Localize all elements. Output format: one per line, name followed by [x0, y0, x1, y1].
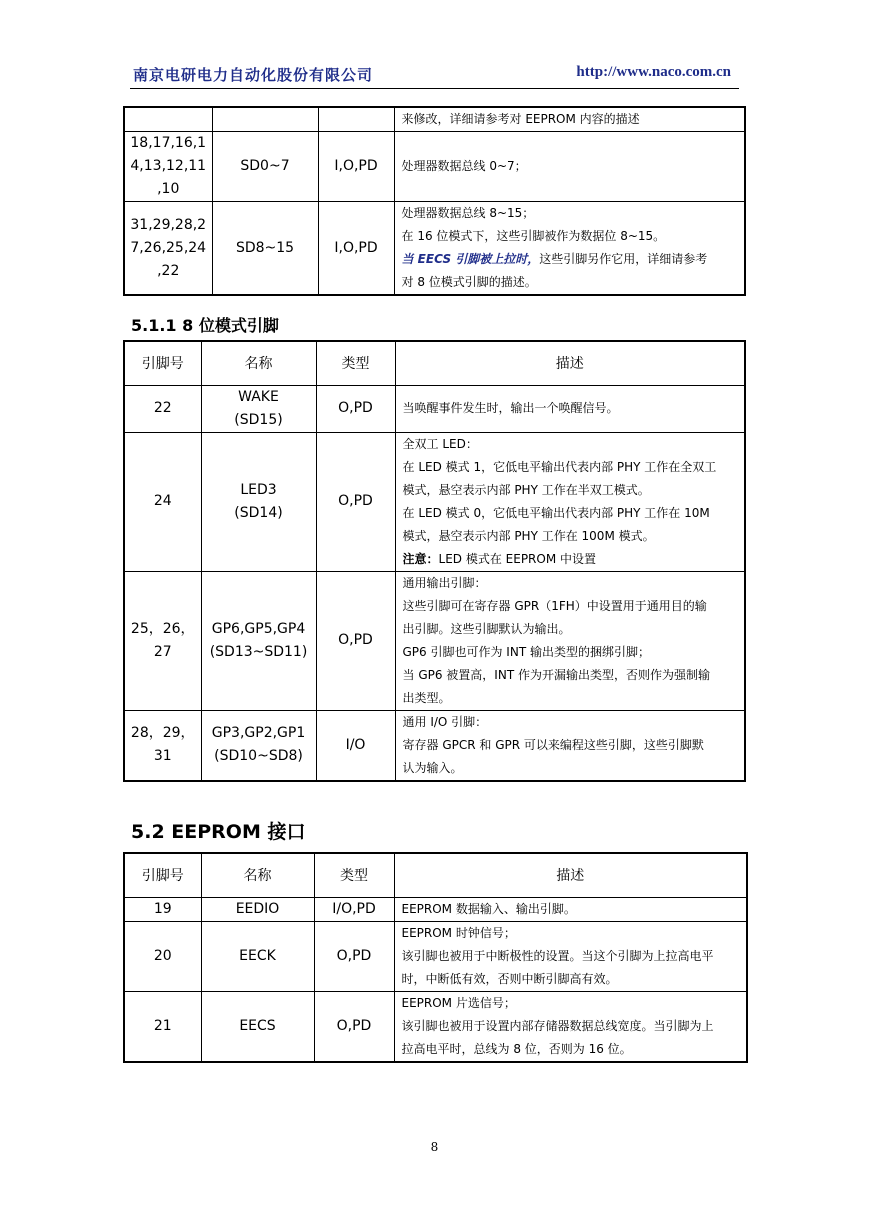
- pin-cell: 22: [124, 385, 201, 432]
- header-pin: 引脚号: [124, 341, 201, 385]
- type-cell: I/O: [316, 710, 395, 781]
- table-row: [124, 385, 745, 432]
- type-cell: I,O,PD: [318, 202, 394, 296]
- eecs-pullup-emphasis: 当 EECS 引脚被上拉时，: [401, 252, 540, 266]
- pin-cell: 24: [124, 432, 201, 571]
- type-cell: I/O,PD: [314, 897, 394, 921]
- name-cell: EECK: [201, 921, 314, 991]
- type-cell: O,PD: [316, 432, 395, 571]
- desc-cell: 来修改，详细请参考对 EEPROM 内容的描述: [394, 107, 745, 132]
- pin-cell: 20: [124, 921, 201, 991]
- header-name: 名称: [201, 341, 316, 385]
- desc-cell: 通用输出引脚： 这些引脚可在寄存器 GPR（1FH）中设置用于通用目的输 出引脚。这些引脚默认为输出。 GP6 引脚也可作为 INT 输出类型的捆绑引脚； 当 GP6 被置高，INT 作为开漏输出类型，否则作为强制输 出类型。: [395, 571, 745, 710]
- name-cell: EECS: [201, 991, 314, 1062]
- name-cell: WAKE (SD15): [201, 385, 316, 432]
- table-row: [124, 107, 745, 132]
- name-cell: SD0~7: [212, 132, 318, 202]
- desc-cell: 通用 I/O 引脚： 寄存器 GPCR 和 GPR 可以来编程这些引脚，这些引脚默 认为输入。: [395, 710, 745, 781]
- type-cell: O,PD: [314, 991, 394, 1062]
- pin-cell: 28，29， 31: [124, 710, 201, 781]
- company-url: http://www.naco.com.cn: [576, 64, 731, 80]
- header-type: 类型: [316, 341, 395, 385]
- desc-cell: EEPROM 片选信号； 该引脚也被用于设置内部存储器数据总线宽度。当引脚为上 拉高电平时，总线为 8 位，否则为 16 位。: [394, 991, 747, 1062]
- header-type: 类型: [314, 853, 394, 897]
- desc-cell: 当唤醒事件发生时，输出一个唤醒信号。: [395, 385, 745, 432]
- section-title-8bit-pins: 5.1.1 8 位模式引脚: [131, 316, 279, 335]
- table-row: [124, 921, 747, 991]
- type-cell: O,PD: [316, 385, 395, 432]
- desc-cell: EEPROM 数据输入、输出引脚。: [394, 897, 747, 921]
- type-cell: O,PD: [316, 571, 395, 710]
- desc-cell: EEPROM 时钟信号； 该引脚也被用于中断极性的设置。当这个引脚为上拉高电平 时，中断低有效，否则中断引脚高有效。: [394, 921, 747, 991]
- table-row: [124, 202, 745, 296]
- header-pin: 引脚号: [124, 853, 201, 897]
- eeprom-pin-table: [123, 852, 748, 1063]
- type-cell: [318, 107, 394, 132]
- table-row: [124, 432, 745, 571]
- pin-cell: 31,29,28,2 7,26,25,24 ,22: [124, 202, 212, 296]
- table-header-row: [124, 853, 747, 897]
- section-title-eeprom-interface: 5.2 EEPROM 接口: [131, 821, 306, 843]
- continued-pin-table: [123, 106, 746, 296]
- name-cell: GP3,GP2,GP1 (SD10~SD8): [201, 710, 316, 781]
- name-cell: [212, 107, 318, 132]
- type-cell: I,O,PD: [318, 132, 394, 202]
- pin-cell: [124, 107, 212, 132]
- header-desc: 描述: [395, 341, 745, 385]
- company-name: 南京电研电力自动化股份有限公司: [133, 66, 374, 84]
- pin-cell: 18,17,16,1 4,13,12,11 ,10: [124, 132, 212, 202]
- header-desc: 描述: [394, 853, 747, 897]
- page-header: [130, 62, 739, 89]
- table-row: [124, 710, 745, 781]
- name-cell: SD8~15: [212, 202, 318, 296]
- name-cell: EEDIO: [201, 897, 314, 921]
- desc-cell: 全双工 LED： 在 LED 模式 1，它低电平输出代表内部 PHY 工作在全双工 模式，悬空表示内部 PHY 工作在半双工模式。 在 LED 模式 0，它低电平输出代表内部 PHY 工作在 10M 模式，悬空表示内部 PHY 工作在 100M 模式。 注意：LED 模式在 EEPROM 中设置: [395, 432, 745, 571]
- type-cell: O,PD: [314, 921, 394, 991]
- table-header-row: [124, 341, 745, 385]
- page-number: 8: [430, 1140, 439, 1154]
- pin-cell: 19: [124, 897, 201, 921]
- header-name: 名称: [201, 853, 314, 897]
- desc-cell: 处理器数据总线 0~7；: [394, 132, 745, 202]
- pin-cell: 25，26， 27: [124, 571, 201, 710]
- table-row: [124, 571, 745, 710]
- pin-cell: 21: [124, 991, 201, 1062]
- name-cell: LED3 (SD14): [201, 432, 316, 571]
- table-row: [124, 132, 745, 202]
- table-row: [124, 991, 747, 1062]
- name-cell: GP6,GP5,GP4 (SD13~SD11): [201, 571, 316, 710]
- table-row: [124, 897, 747, 921]
- note-label: 注意：: [402, 551, 439, 566]
- desc-cell: 处理器数据总线 8~15； 在 16 位模式下，这些引脚被作为数据位 8~15。 当 EECS 引脚被上拉时，这些引脚另作它用，详细请参考 对 8 位模式引脚的描述。: [394, 202, 745, 296]
- 8bit-pin-table: [123, 340, 746, 782]
